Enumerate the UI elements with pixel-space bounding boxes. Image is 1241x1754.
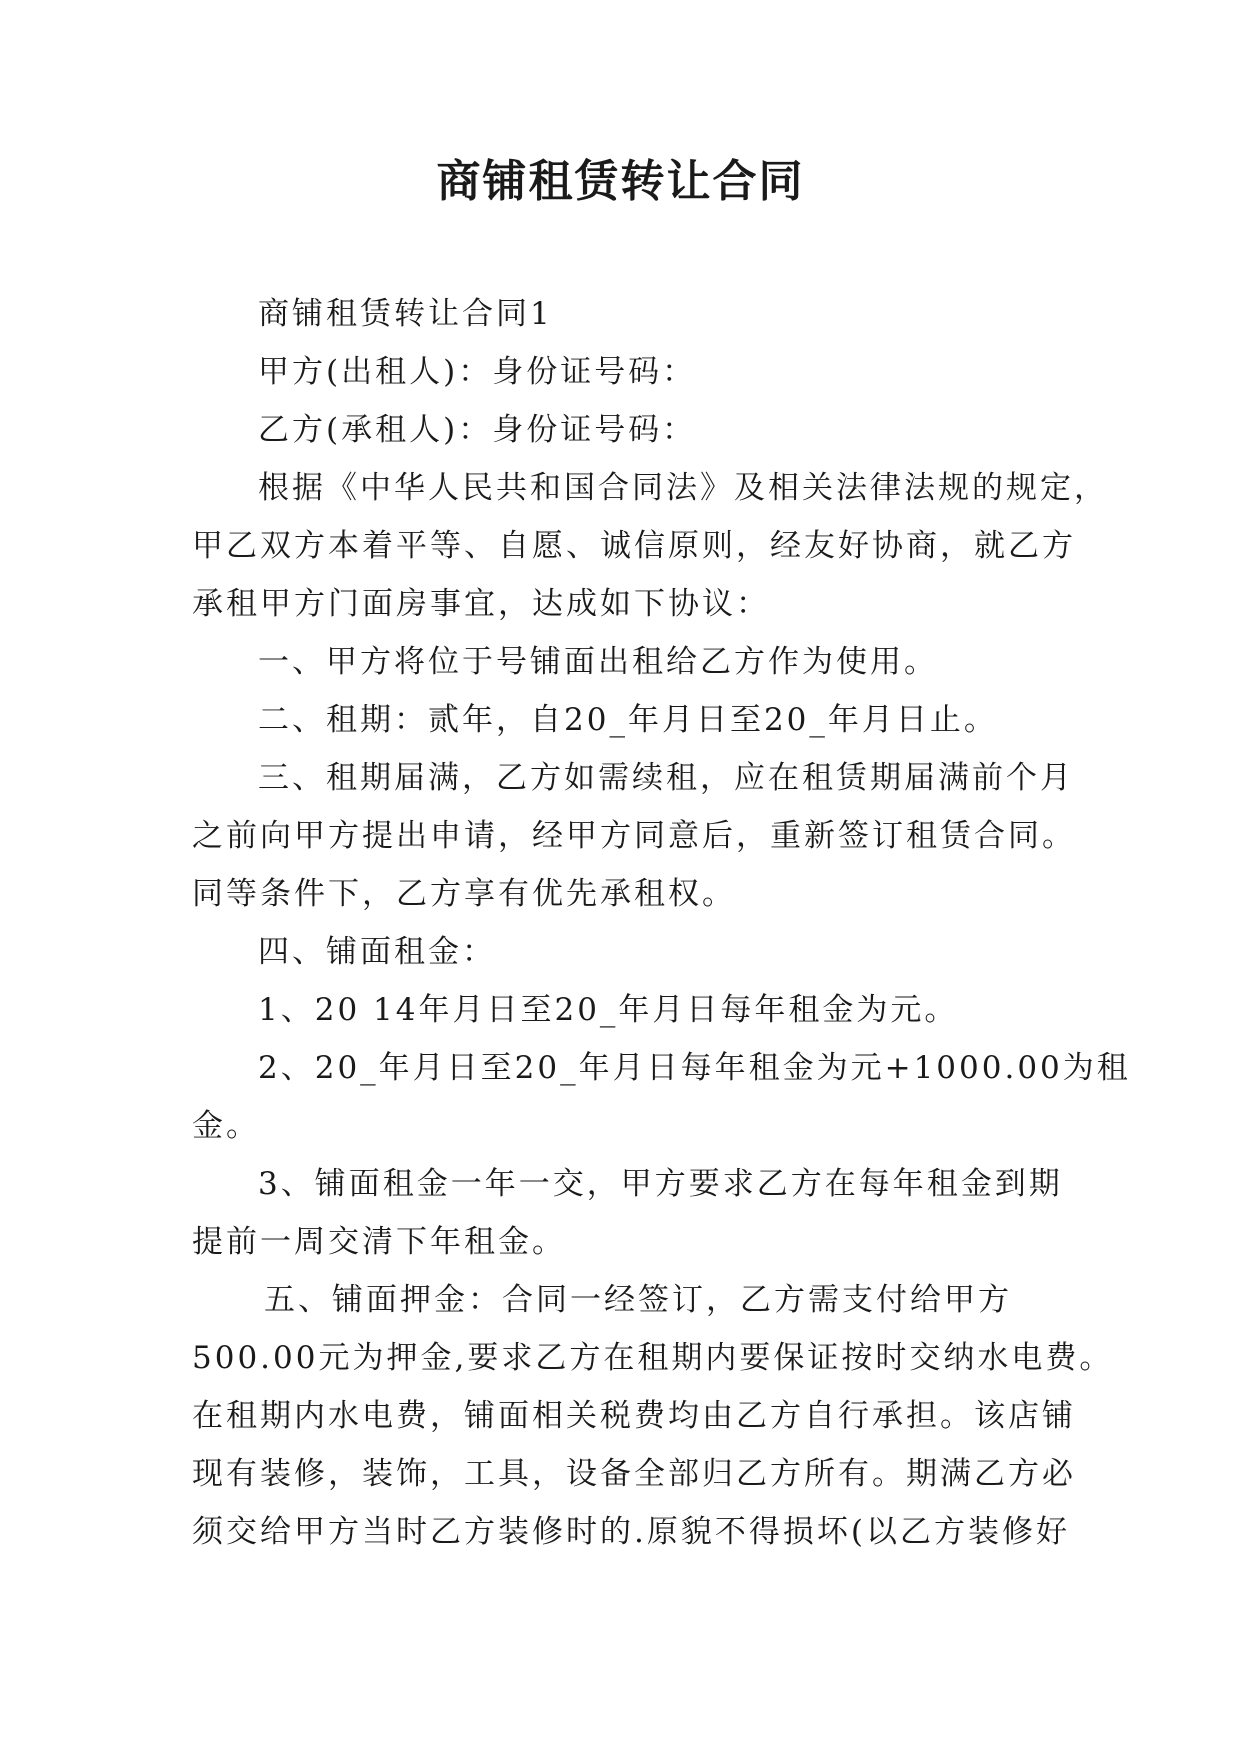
clause-line: 2、20_年月日至20_年月日每年租金为元+1000.00为租: [258, 1050, 1131, 1086]
paragraph-line: 500.00元为押金,要求乙方在租期内要保证按时交纳水电费。: [192, 1340, 1114, 1376]
party-b-line: 乙方(承租人)：身份证号码：: [258, 412, 697, 448]
document-body: [192, 285, 1131, 1561]
paragraph-line: 现有装修，装饰，工具，设备全部归乙方所有。期满乙方必: [192, 1456, 1076, 1492]
paragraph-line: 之前向甲方提出申请，经甲方同意后，重新签订租赁合同。: [192, 818, 1076, 854]
paragraph-line: 提前一周交清下年租金。: [192, 1224, 566, 1260]
clause-line: 二、租期：贰年，自20_年月日至20_年月日止。: [258, 702, 998, 738]
clause-line: 三、租期届满，乙方如需续租，应在租赁期届满前个月: [258, 760, 1074, 796]
subtitle-line: 商铺租赁转让合同1: [258, 296, 553, 332]
clause-line: 四、铺面租金：: [258, 934, 496, 970]
paragraph-line: 承租甲方门面房事宜，达成如下协议：: [192, 586, 770, 622]
clause-line: 3、铺面租金一年一交，甲方要求乙方在每年租金到期: [258, 1166, 1063, 1202]
clause-line: 五、铺面押金：合同一经签订，乙方需支付给甲方: [264, 1282, 1012, 1318]
clause-line: 1、20 14年月日至20_年月日每年租金为元。: [258, 992, 959, 1028]
party-a-line: 甲方(出租人)：身份证号码：: [258, 354, 697, 390]
clause-line: 一、甲方将位于号铺面出租给乙方作为使用。: [258, 644, 938, 680]
paragraph-line: 须交给甲方当时乙方装修时的.原貌不得损坏(以乙方装修好: [192, 1514, 1070, 1550]
paragraph-line: 在租期内水电费，铺面相关税费均由乙方自行承担。该店铺: [192, 1398, 1076, 1434]
paragraph-line: 甲乙双方本着平等、自愿、诚信原则，经友好协商，就乙方: [192, 528, 1076, 564]
paragraph-line: 金。: [192, 1108, 260, 1144]
paragraph-line: 同等条件下，乙方享有优先承租权。: [192, 876, 736, 912]
paragraph-line: 根据《中华人民共和国合同法》及相关法律法规的规定，: [258, 470, 1108, 506]
document-title: 商铺租赁转让合同: [436, 156, 805, 207]
